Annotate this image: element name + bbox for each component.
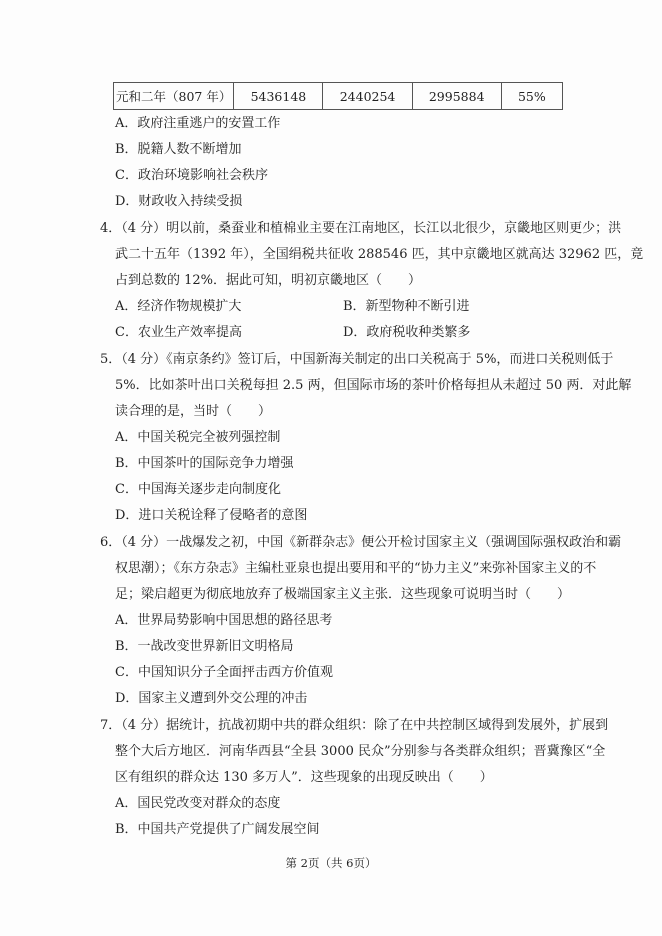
q5-stem-line: 5%．比如茶叶出口关税每担 2.5 两，但国际市场的茶叶价格每担从未超过 50 两．对此解 <box>115 378 632 393</box>
q5-stem-line: 读合理的是，当时（ ） <box>115 404 272 419</box>
statistics-table <box>113 82 563 110</box>
table-cell: 5436148 <box>234 83 323 110</box>
q5-option-a: A．中国关税完全被列强控制 <box>115 430 281 445</box>
q3-option-b: B．脱籍人数不断增加 <box>115 142 242 157</box>
q3-option-a: A．政府注重逃户的安置工作 <box>115 116 281 131</box>
q4-option-a: A．经济作物规模扩大 <box>115 299 242 314</box>
q4-option-b: B．新型物种不断引进 <box>343 299 470 314</box>
table-cell: 元和二年（807 年） <box>114 83 234 110</box>
q4-stem-line: 占到总数的 12%．据此可知，明初京畿地区（ ） <box>115 273 422 288</box>
table-row <box>114 83 563 110</box>
q5-option-b: B．中国茶叶的国际竞争力增强 <box>115 456 294 471</box>
page-footer: 第 2页（共 6页） <box>285 856 377 870</box>
q3-option-d: D．财政收入持续受损 <box>115 194 243 209</box>
q7-stem-line: 7．（4 分）据统计，抗战初期中共的群众组织：除了在中共控制区域得到发展外，扩展到 <box>100 718 609 733</box>
q6-stem-line: 足；梁启超更为彻底地放弃了极端国家主义主张．这些现象可说明当时（ ） <box>115 587 571 602</box>
q6-option-c: C．中国知识分子全面抨击西方价值观 <box>115 665 333 680</box>
q6-option-d: D．国家主义遭到外交公理的冲击 <box>115 691 308 706</box>
q6-option-b: B．一战改变世界新旧文明格局 <box>115 639 294 654</box>
q6-option-a: A．世界局势影响中国思想的路径思考 <box>115 613 333 628</box>
q3-option-c: C．政治环境影响社会秩序 <box>115 168 268 183</box>
q7-stem-line: 整个大后方地区．河南华西县“全县 3000 民众”分别参与各类群众组织；晋冀豫区“全 <box>115 744 606 759</box>
q4-option-d: D．政府税收种类繁多 <box>343 325 471 340</box>
table-cell: 2995884 <box>412 83 501 110</box>
table-cell: 55% <box>501 83 562 110</box>
q4-option-c: C．农业生产效率提高 <box>115 325 242 340</box>
q7-option-b: B．中国共产党提供了广阔发展空间 <box>115 822 320 837</box>
q5-option-d: D．进口关税诠释了侵略者的意图 <box>115 508 308 523</box>
q7-stem-line: 区有组织的群众达 130 多万人”．这些现象的出现反映出（ ） <box>115 770 493 785</box>
q5-option-c: C．中国海关逐步走向制度化 <box>115 482 281 497</box>
q5-stem-line: 5．（4 分）《南京条约》签订后，中国新海关制定的出口关税高于 5%，而进口关税则低于 <box>100 352 614 367</box>
q7-option-a: A．国民党改变对群众的态度 <box>115 796 281 811</box>
q6-stem-line: 6．（4 分）一战爆发之初，中国《新群杂志》便公开检讨国家主义（强调国际强权政治和霸 <box>100 535 622 550</box>
q4-stem-line: 武二十五年（1392 年），全国绢税共征收 288546 匹，其中京畿地区就高达 32962 匹，竟 <box>115 247 644 262</box>
table-cell: 2440254 <box>323 83 412 110</box>
q4-stem-line: 4．（4 分）明以前，桑蚕业和植棉业主要在江南地区，长江以北很少，京畿地区则更少；洪 <box>100 221 622 236</box>
q6-stem-line: 权思潮）；《东方杂志》主编杜亚泉也提出要用和平的“协力主义”来弥补国家主义的不 <box>115 561 597 576</box>
